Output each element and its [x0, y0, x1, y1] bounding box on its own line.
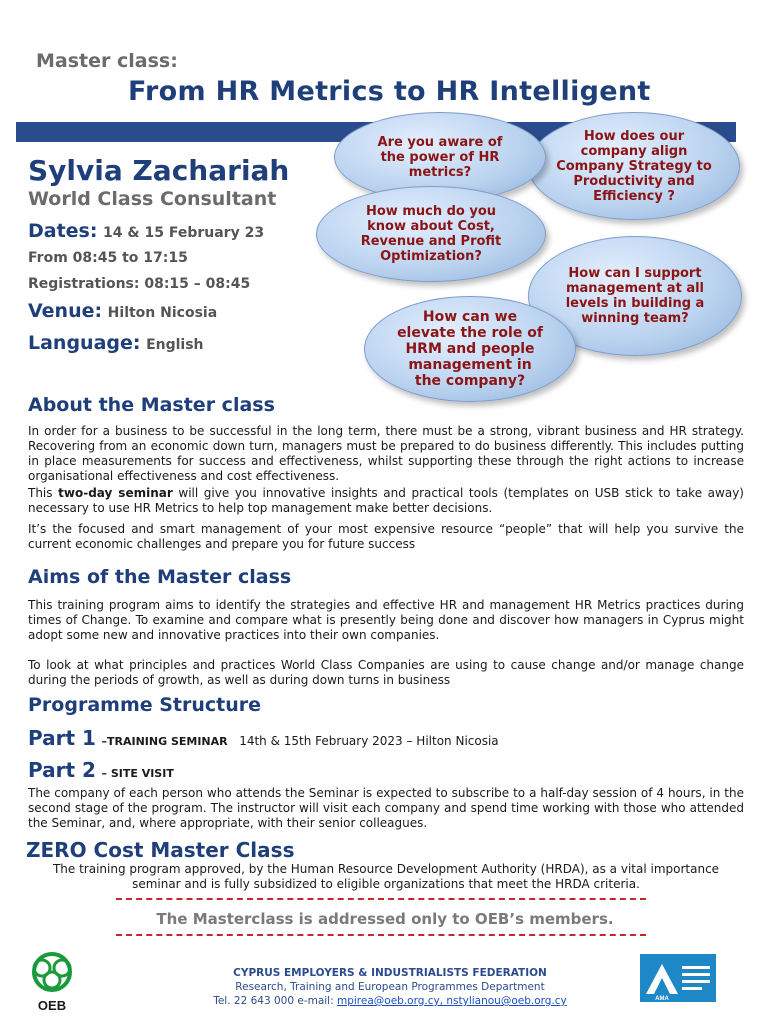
- programme-heading: Programme Structure: [28, 694, 262, 716]
- zero-cost-paragraph: The training program approved, by the Human Resource Development Authority (HRDA), as a vital importance seminar and is fully subsidized to eligible organizations that meet the HRDA criteria.: [52, 862, 720, 891]
- bubble-text: How does our company align Company Strategy to Productivity and Efficiency ?: [556, 128, 712, 204]
- aims-paragraph-1: This training program aims to identify the strategies and effective HR and management HR Metrics practices during times of Change. To examine and compare what is presently being done and discover how managers in Cyprus might adopt some new and innovative practices into their own companies.: [28, 598, 744, 642]
- about-paragraph-2: [28, 486, 744, 516]
- zero-cost-heading: ZERO Cost Master Class: [26, 838, 295, 862]
- footer-dept: Research, Training and European Programmes Department: [235, 981, 545, 993]
- question-bubble-hrm: [364, 296, 576, 402]
- ama-logo-icon: [640, 954, 716, 1002]
- question-bubble-cost: [316, 186, 546, 282]
- part-2-sub: – SITE VISIT: [101, 767, 174, 780]
- about-heading: About the Master class: [28, 394, 275, 416]
- part-1-detail: 14th & 15th February 2023 – Hilton Nicosia: [239, 734, 499, 748]
- footer: [140, 966, 640, 1008]
- venue-line: [28, 300, 217, 322]
- time-line: From 08:45 to 17:15: [28, 250, 188, 266]
- oeb-logo-text: OEB: [37, 998, 67, 1013]
- dates-label: Dates:: [28, 220, 98, 242]
- dates-line: [28, 220, 264, 242]
- question-bubble-strategy: [528, 112, 740, 220]
- divider-bottom: [116, 934, 646, 936]
- bubble-text: How much do you know about Cost, Revenue and Profit Optimization?: [360, 204, 502, 264]
- kicker: Master class:: [36, 50, 178, 72]
- about-paragraph-3: It’s the focused and smart management of your most expensive resource “people” that will help you survive the current economic challenges and prepare you for future success: [28, 522, 744, 551]
- part-2-label: Part 2: [28, 758, 96, 782]
- language-line: [28, 332, 204, 354]
- speaker-name: Sylvia Zachariah: [28, 154, 290, 187]
- venue-value: Hilton Nicosia: [107, 305, 218, 321]
- part-1: [28, 726, 499, 750]
- oeb-logo-icon: [20, 950, 84, 1016]
- page-title: From HR Metrics to HR Intelligent: [128, 76, 651, 107]
- bubble-text: How can we elevate the role of HRM and people management in the company?: [397, 309, 543, 389]
- about-paragraph-1: In order for a business to be successful in the long term, there must be a strong, vibrant business and HR strategy. Recovering from an economic down turn, managers must be prepared to do business differently. This includes putting in place measurements for success and effectiveness, whilst supporting these through the right actions to increase organisational effectiveness and cost effectiveness.: [28, 424, 744, 483]
- part-2: [28, 758, 174, 782]
- part-1-sub: –TRAINING SEMINAR: [101, 735, 228, 748]
- registrations-line: Registrations: 08:15 – 08:45: [28, 276, 251, 292]
- text: will give you innovative insights and practical tools (templates on USB stick to take away) necessary to use HR Metrics to help top management make better decisions.: [28, 486, 744, 515]
- bubble-text: How can I support management at all levels in building a winning team?: [565, 266, 705, 326]
- aims-heading: Aims of the Master class: [28, 566, 292, 588]
- ama-logo-text: AMA: [655, 996, 669, 1002]
- oeb-logo: [20, 950, 84, 1016]
- emphasis: two-day seminar: [58, 486, 173, 500]
- bubble-text: Are you aware of the power of HR metrics?: [377, 134, 503, 180]
- ama-logo: [640, 954, 716, 1002]
- footer-contact-label: Tel. 22 643 000 e-mail:: [213, 995, 334, 1007]
- divider-top: [116, 898, 646, 900]
- speaker-role: World Class Consultant: [28, 188, 277, 210]
- aims-paragraph-2: To look at what principles and practices World Class Companies are using to cause change and/or manage change during the periods of growth, as well as during down turns in business: [28, 658, 744, 687]
- members-notice: The Masterclass is addressed only to OEB’s members.: [156, 910, 614, 928]
- language-label: Language:: [28, 332, 141, 354]
- part-1-label: Part 1: [28, 726, 96, 750]
- text: This: [28, 486, 59, 500]
- venue-label: Venue:: [28, 300, 103, 322]
- programme-paragraph: The company of each person who attends the Seminar is expected to subscribe to a half-day session of 4 hours, in the second stage of the program. The instructor will visit each company and spend time working with those who attended the Seminar, and, where appropriate, with their senior colleagues.: [28, 786, 744, 830]
- footer-contact: [140, 994, 640, 1008]
- language-value: English: [146, 337, 204, 353]
- dates-value: 14 & 15 February 23: [103, 225, 265, 241]
- footer-org: CYPRUS EMPLOYERS & INDUSTRIALISTS FEDERATION: [233, 967, 547, 979]
- footer-email-link[interactable]: mpirea@oeb.org.cy, nstylianou@oeb.org.cy: [336, 995, 567, 1007]
